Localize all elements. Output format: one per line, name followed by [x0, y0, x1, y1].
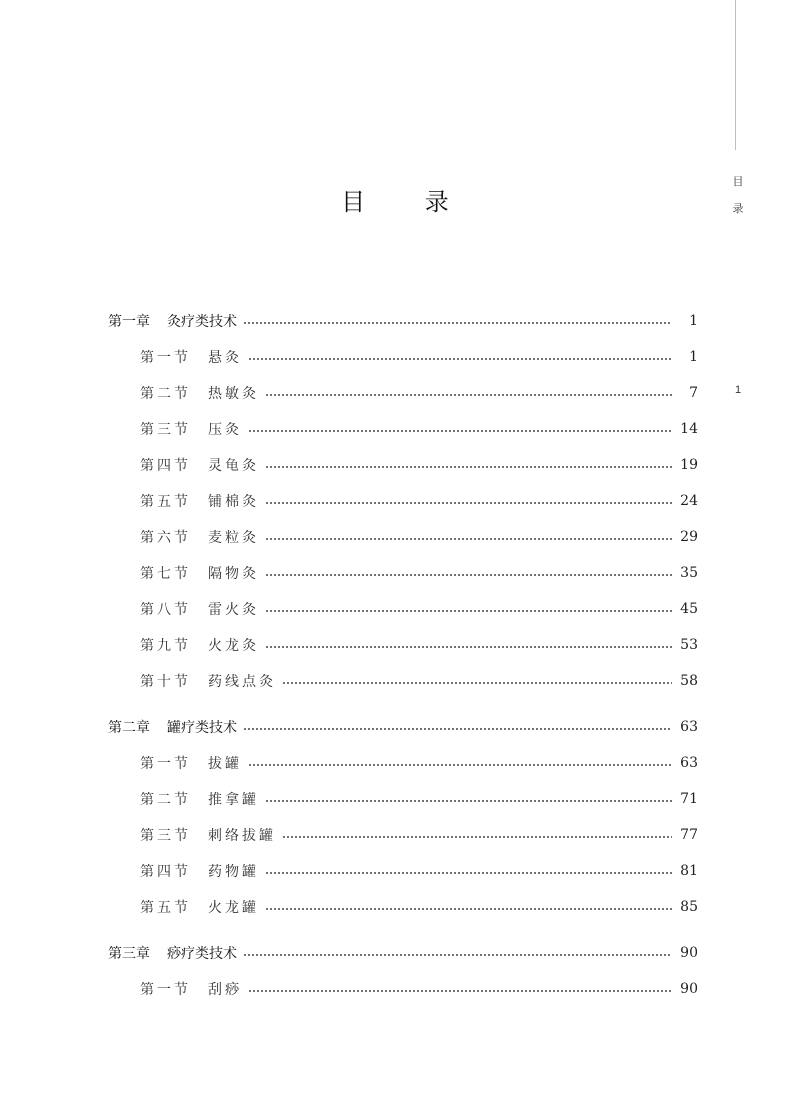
section-number: 第八节	[140, 602, 191, 618]
section-number: 第七节	[140, 566, 191, 582]
section-number: 第三节	[140, 422, 191, 438]
section-title: 药物罐	[208, 864, 259, 880]
toc-page-number: 14	[680, 421, 698, 437]
toc-entry-section[interactable]	[140, 453, 698, 477]
section-number: 第二节	[140, 792, 191, 808]
toc-entry-chapter[interactable]	[108, 715, 698, 739]
toc-entry-section[interactable]	[140, 787, 698, 811]
toc-page-number: 71	[680, 791, 698, 807]
section-title: 药线点灸	[208, 674, 276, 690]
dot-leader	[282, 682, 672, 684]
toc-page-number: 45	[680, 601, 698, 617]
toc-entry-section[interactable]	[140, 381, 698, 405]
dot-leader	[248, 430, 672, 432]
section-title: 刺络拔罐	[208, 828, 276, 844]
toc-page-number: 58	[680, 673, 698, 689]
section-number: 第一节	[140, 982, 191, 998]
chapter-title: 痧疗类技术	[167, 946, 237, 962]
toc-entry-section[interactable]	[140, 345, 698, 369]
chapter-title: 罐疗类技术	[167, 720, 237, 736]
dot-leader	[265, 466, 672, 468]
toc-page-number: 7	[689, 385, 698, 401]
section-title: 悬灸	[208, 350, 242, 366]
page-title: 目 录	[341, 188, 475, 216]
chapter-number: 第二章	[108, 720, 150, 736]
section-number: 第四节	[140, 864, 191, 880]
dot-leader	[265, 908, 672, 910]
toc-entry-section[interactable]	[140, 597, 698, 621]
toc-entry-section[interactable]	[140, 823, 698, 847]
chapter-number: 第三章	[108, 946, 150, 962]
toc-page-number: 90	[680, 981, 698, 997]
dot-leader	[265, 502, 672, 504]
chapter-number: 第一章	[108, 314, 150, 330]
toc-page-number: 53	[680, 637, 698, 653]
section-title: 压灸	[208, 422, 242, 438]
chapter-title: 灸疗类技术	[167, 314, 237, 330]
dot-leader	[265, 800, 672, 802]
margin-rule	[735, 0, 736, 150]
toc-page-number: 24	[680, 493, 698, 509]
section-title: 雷火灸	[208, 602, 259, 618]
section-title: 火龙罐	[208, 900, 259, 916]
section-title: 麦粒灸	[208, 530, 259, 546]
dot-leader	[265, 574, 672, 576]
toc-entry-chapter[interactable]	[108, 941, 698, 965]
toc-page-number: 77	[680, 827, 698, 843]
section-number: 第三节	[140, 828, 191, 844]
section-title: 铺棉灸	[208, 494, 259, 510]
section-number: 第一节	[140, 350, 191, 366]
toc-entry-section[interactable]	[140, 633, 698, 657]
toc-page-number: 35	[680, 565, 698, 581]
running-title-char-2: 录	[732, 202, 744, 215]
section-number: 第二节	[140, 386, 191, 402]
toc-page-number: 90	[680, 945, 698, 961]
toc-entry-section[interactable]	[140, 859, 698, 883]
toc-entry-section[interactable]	[140, 751, 698, 775]
section-title: 灵龟灸	[208, 458, 259, 474]
dot-leader	[265, 646, 672, 648]
toc-entry-section[interactable]	[140, 895, 698, 919]
toc-page-number: 81	[680, 863, 698, 879]
section-title: 热敏灸	[208, 386, 259, 402]
section-number: 第十节	[140, 674, 191, 690]
toc-page-number: 1	[689, 313, 698, 329]
toc-page-number: 1	[689, 349, 698, 365]
section-title: 刮痧	[208, 982, 242, 998]
section-title: 推拿罐	[208, 792, 259, 808]
toc-page-number: 85	[680, 899, 698, 915]
dot-leader	[248, 764, 672, 766]
dot-leader	[243, 954, 672, 956]
toc-entry-section[interactable]	[140, 489, 698, 513]
dot-leader	[265, 538, 672, 540]
running-title-char-1: 目	[732, 175, 744, 188]
toc-entry-chapter[interactable]	[108, 309, 698, 333]
section-title: 隔物灸	[208, 566, 259, 582]
section-number: 第六节	[140, 530, 191, 546]
dot-leader	[243, 322, 672, 324]
dot-leader	[265, 610, 672, 612]
section-title: 火龙灸	[208, 638, 259, 654]
toc-page-number: 19	[680, 457, 698, 473]
toc-entry-section[interactable]	[140, 417, 698, 441]
dot-leader	[265, 872, 672, 874]
page-number: 1	[734, 384, 742, 396]
toc-entry-section[interactable]	[140, 669, 698, 693]
dot-leader	[248, 990, 672, 992]
section-number: 第五节	[140, 494, 191, 510]
toc-page-number: 63	[680, 719, 698, 735]
dot-leader	[243, 728, 672, 730]
section-number: 第一节	[140, 756, 191, 772]
section-number: 第九节	[140, 638, 191, 654]
section-number: 第四节	[140, 458, 191, 474]
toc-page-number: 29	[680, 529, 698, 545]
toc-entry-section[interactable]	[140, 977, 698, 1001]
dot-leader	[265, 394, 672, 396]
toc-entry-section[interactable]	[140, 525, 698, 549]
dot-leader	[282, 836, 672, 838]
toc-entry-section[interactable]	[140, 561, 698, 585]
section-number: 第五节	[140, 900, 191, 916]
dot-leader	[248, 358, 672, 360]
section-title: 拔罐	[208, 756, 242, 772]
toc-page-number: 63	[680, 755, 698, 771]
